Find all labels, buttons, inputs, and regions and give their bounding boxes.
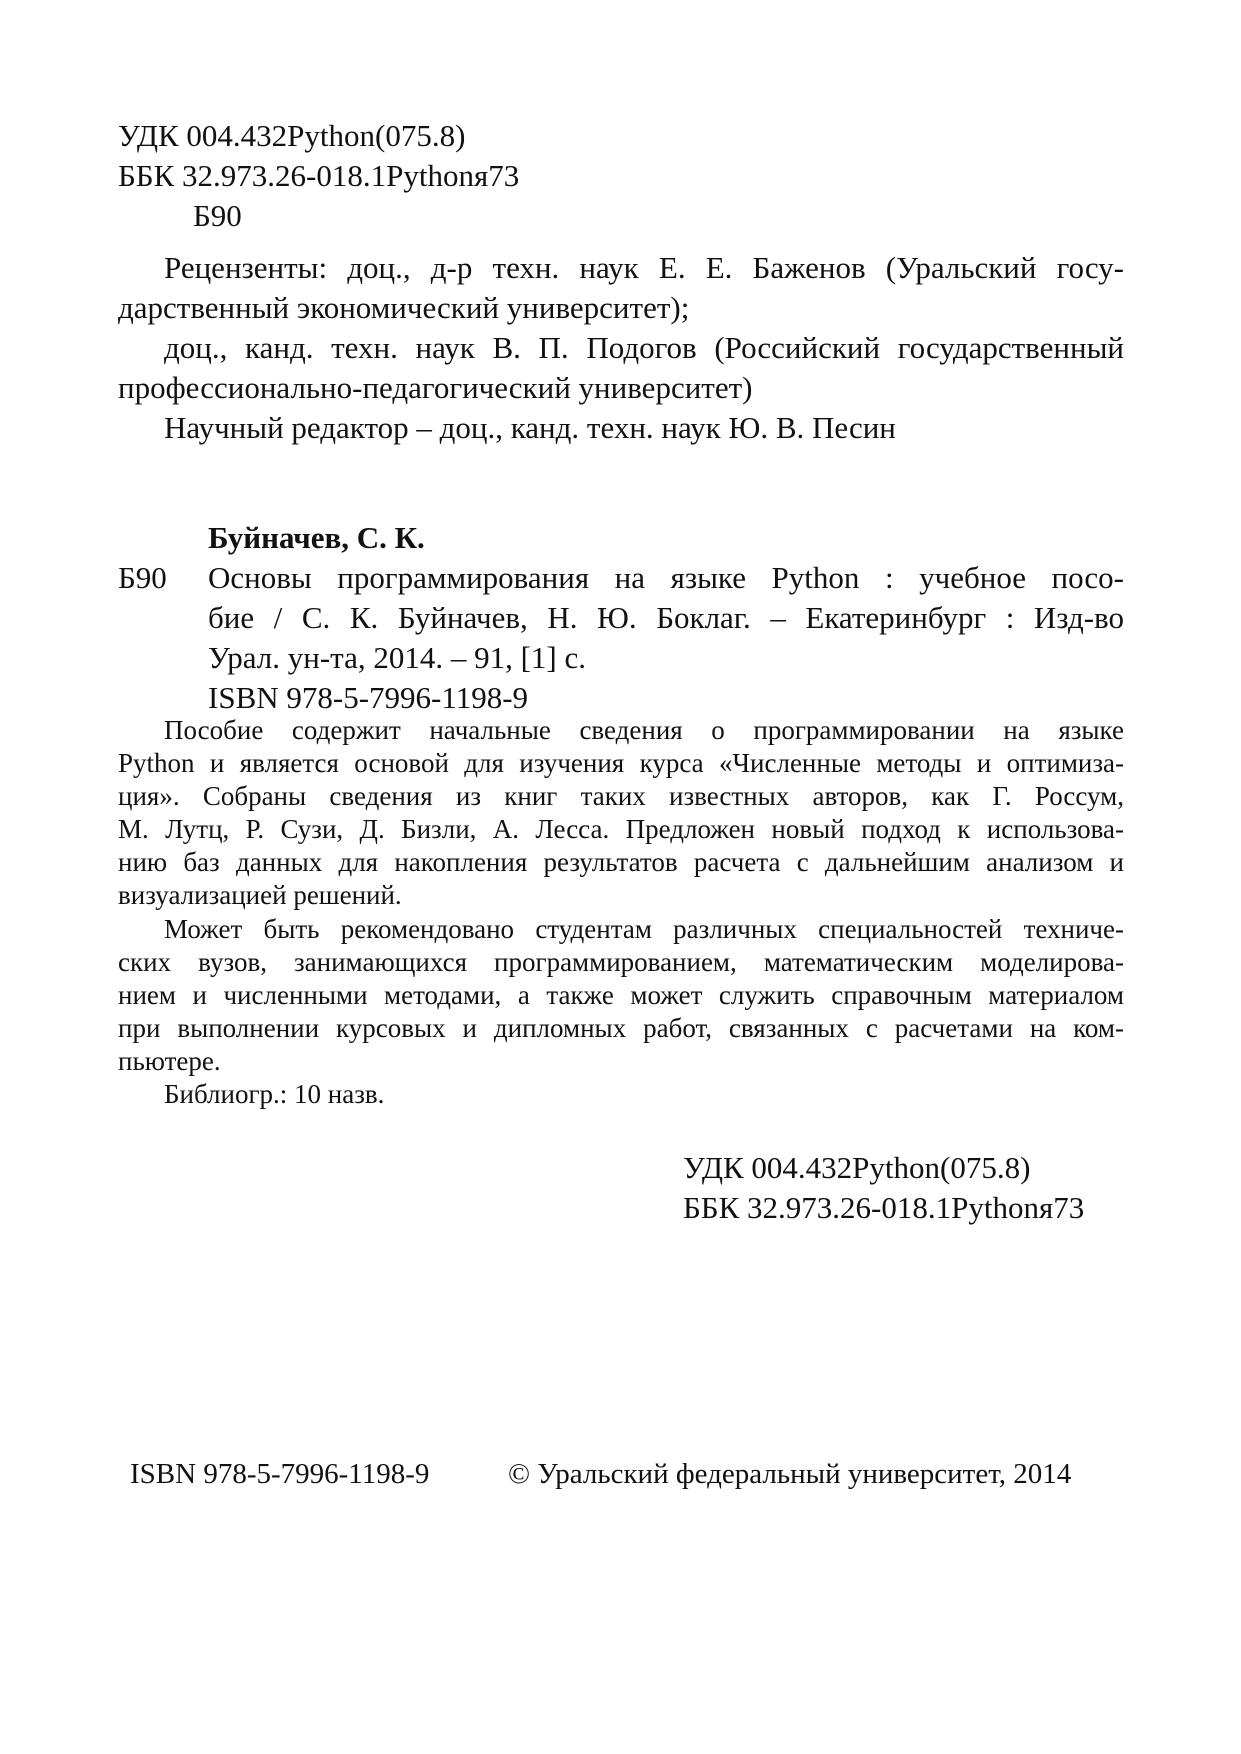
bbk-code: ББК 32.973.26-018.1Pythonя73 (118, 158, 520, 193)
reviewers-line-2: дарственный экономический университет); (118, 290, 690, 325)
bibliography-count: Библиогр.: 10 назв. (164, 1079, 385, 1109)
abstract-line: Python и является основой для изучения курса «Численные методы и оптимиза- (118, 748, 1124, 778)
entry-title-line-1: Основы программирования на языке Python : учебное посо- (208, 560, 1124, 595)
abstract-line: при выполнении курсовых и дипломных работ, связанных с расчетами на ком- (118, 1013, 1124, 1043)
footer-bbk-code: ББК 32.973.26-018.1Pythonя73 (683, 1190, 1085, 1225)
abstract-line: ских вузов, занимающихся программированием, математическим моделирова- (118, 947, 1124, 977)
reviewers-line-3: доц., канд. техн. наук В. П. Подогов (Российский государственный (164, 330, 1124, 365)
abstract-line: пьютере. (118, 1046, 221, 1076)
abstract-line: ция». Собраны сведения из книг таких известных авторов, как Г. Россум, (118, 781, 1124, 811)
abstract-line: Может быть рекомендовано студентам различных специальностей техниче- (164, 914, 1124, 944)
bottom-isbn: ISBN 978-5-7996-1198-9 (130, 1458, 430, 1490)
author-mark: Б90 (193, 198, 242, 233)
scientific-editor: Научный редактор – доц., канд. техн. наук Ю. В. Песин (164, 410, 896, 445)
abstract-line: нием и численными методами, а также может служить справочным материалом (118, 980, 1124, 1010)
abstract-line: М. Лутц, Р. Сузи, Д. Бизли, А. Лесса. Предложен новый подход к использова- (118, 814, 1124, 844)
udk-code: УДК 004.432Python(075.8) (118, 118, 466, 153)
footer-udk-code: УДК 004.432Python(075.8) (683, 1150, 1031, 1185)
abstract-line: нию баз данных для накопления результатов расчета с дальнейшим анализом и (118, 847, 1124, 877)
entry-title-line-2: бие / С. К. Буйначев, Н. Ю. Боклаг. – Екатеринбург : Изд-во (208, 600, 1124, 635)
reviewers-line-1: Рецензенты: доц., д-р техн. наук Е. Е. Баженов (Уральский госу- (164, 250, 1124, 285)
abstract-line: визуализацией решений. (118, 880, 402, 910)
entry-author: Буйначев, С. К. (208, 520, 425, 555)
entry-isbn: ISBN 978-5-7996-1198-9 (208, 680, 529, 715)
reviewers-line-4: профессионально-педагогический университет) (118, 370, 753, 405)
entry-code: Б90 (118, 560, 167, 595)
abstract-line: Пособие содержит начальные сведения о программировании на языке (164, 715, 1124, 745)
entry-title-line-3: Урал. ун-та, 2014. – 91, [1] с. (208, 640, 586, 675)
copyright-notice: © Уральский федеральный университет, 2014 (508, 1458, 1072, 1490)
